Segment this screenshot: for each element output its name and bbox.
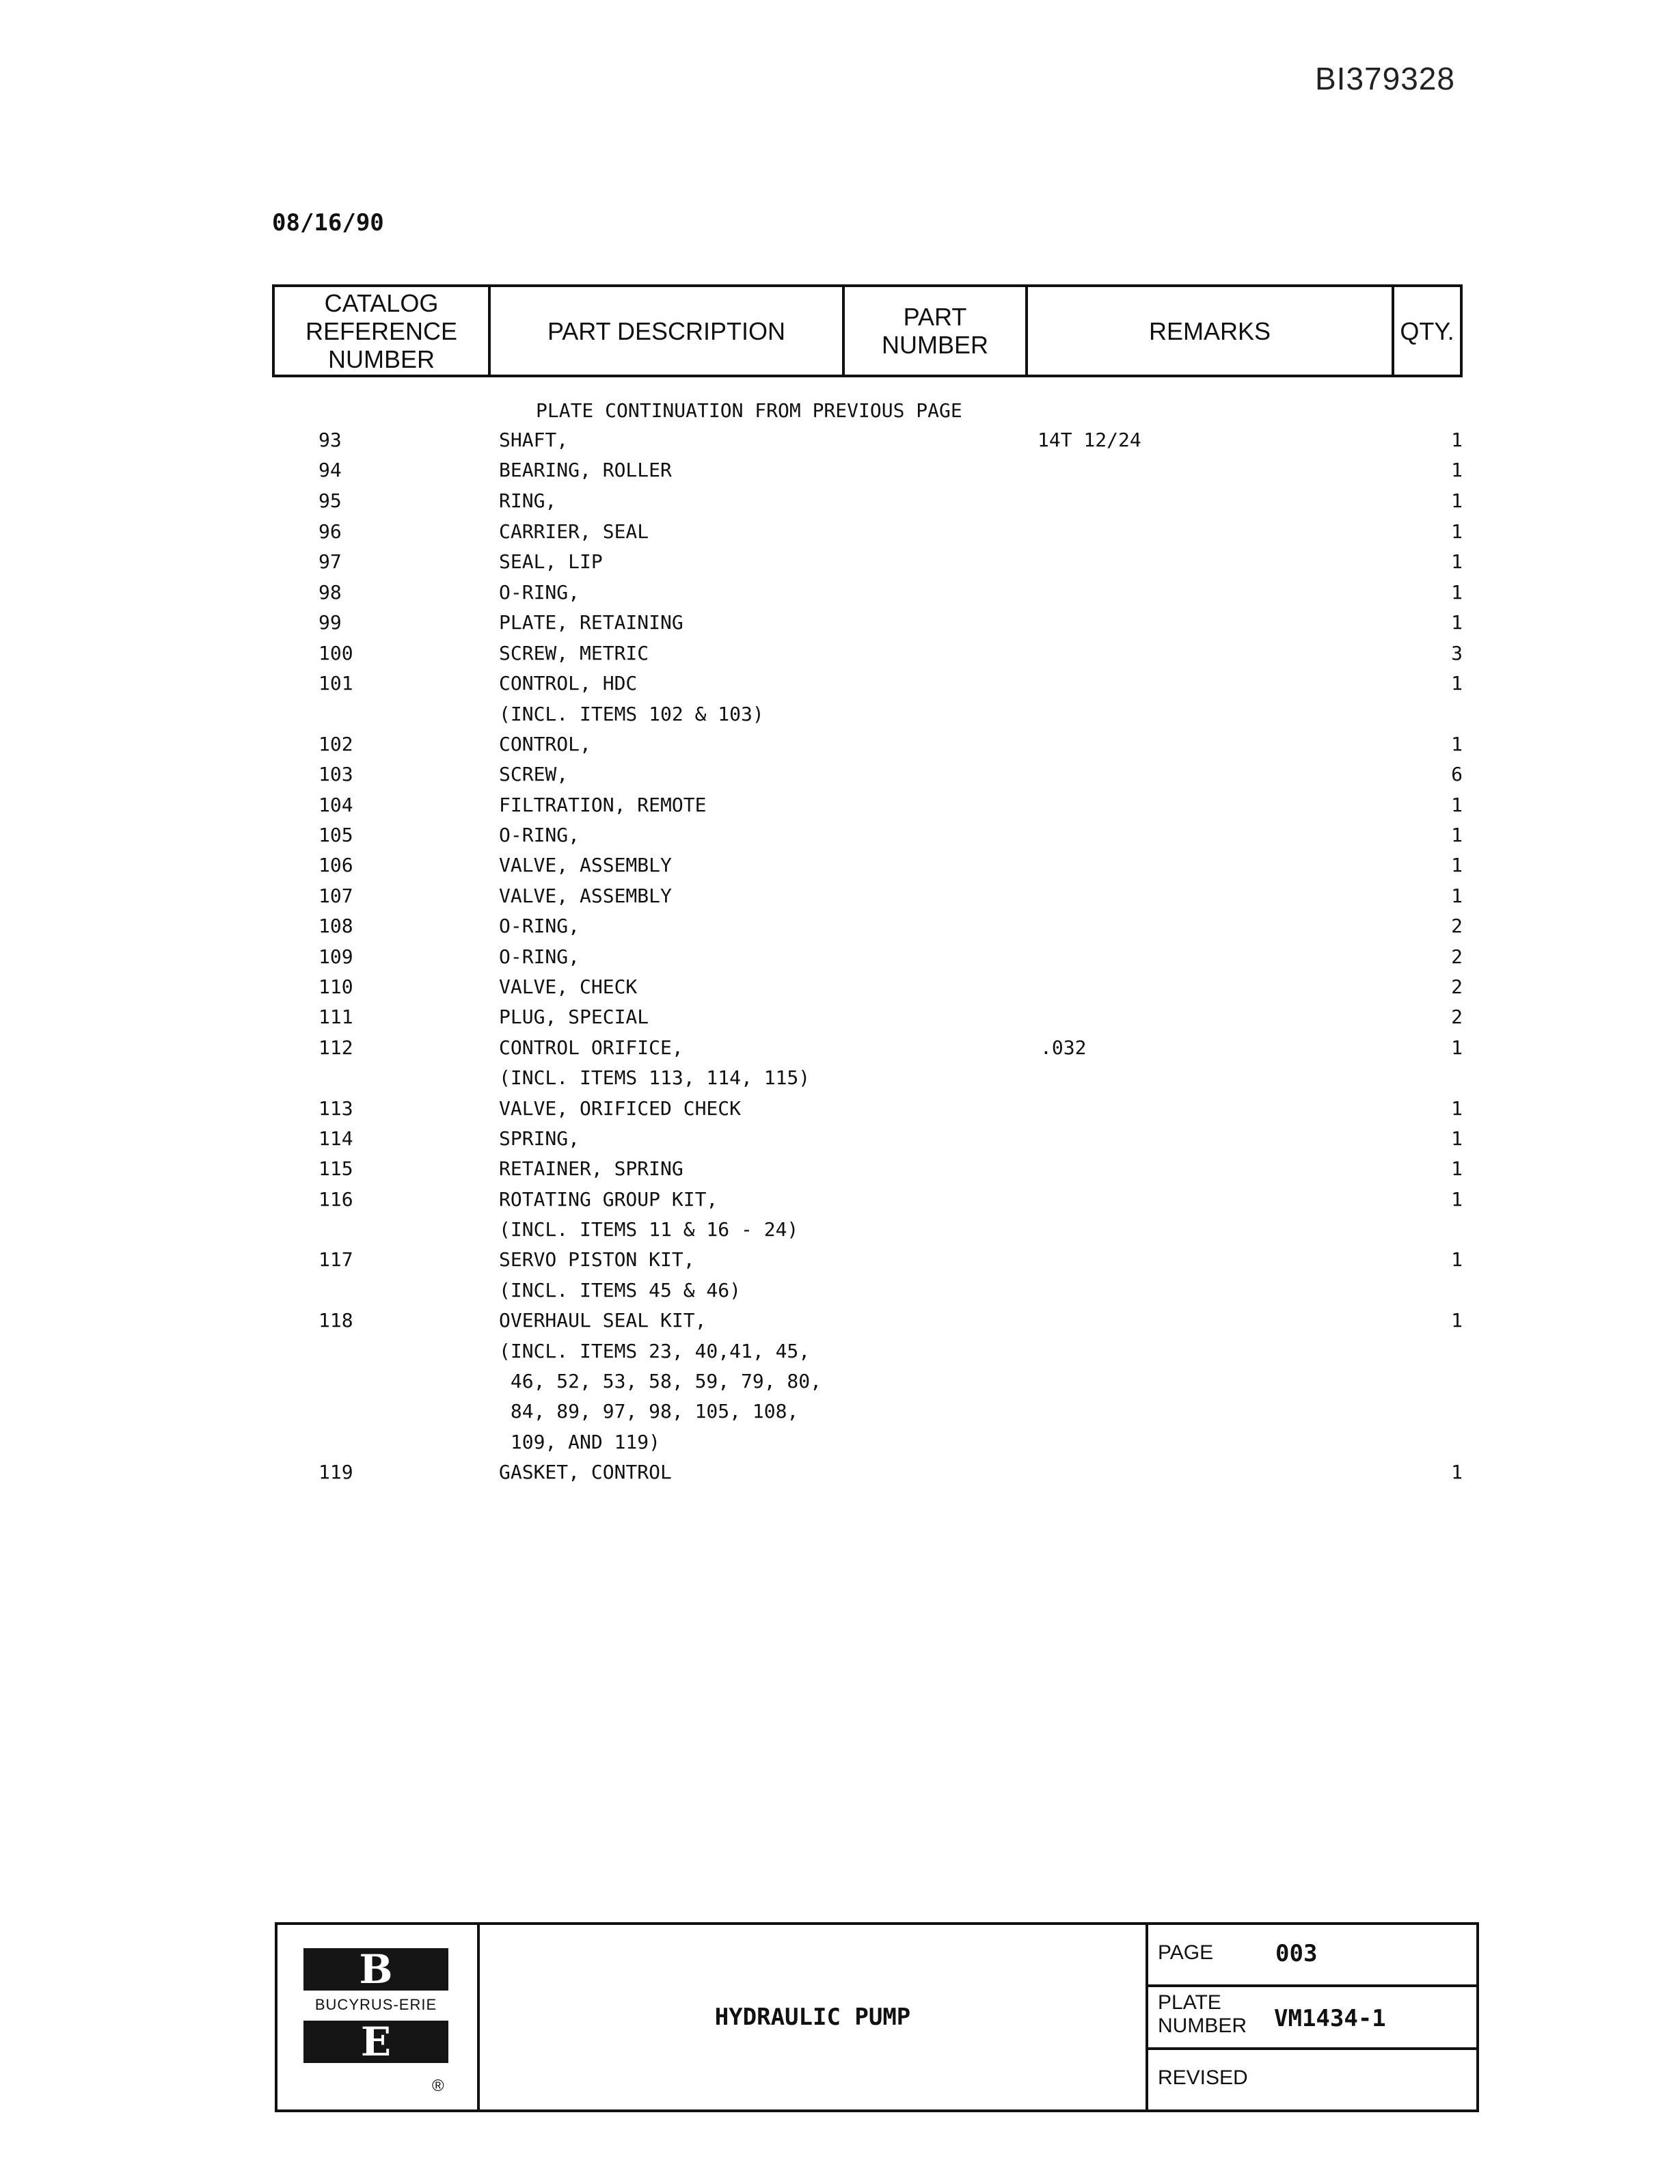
table-row <box>0 642 1680 672</box>
quantity: 2 <box>1451 915 1463 937</box>
table-row <box>0 581 1680 611</box>
quantity: 1 <box>1451 733 1463 755</box>
part-description: SPRING, <box>499 1127 580 1150</box>
table-row <box>0 459 1680 489</box>
header-part-description: PART DESCRIPTION <box>491 287 845 375</box>
quantity: 3 <box>1451 642 1463 664</box>
quantity: 1 <box>1451 1127 1463 1150</box>
quantity: 1 <box>1451 1461 1463 1483</box>
ref-number: 111 <box>319 1006 353 1028</box>
table-row <box>0 672 1680 702</box>
part-description: VALVE, ASSEMBLY <box>499 854 672 876</box>
logo-e-block: E <box>303 2021 448 2063</box>
quantity: 1 <box>1451 1097 1463 1120</box>
ref-number: 112 <box>319 1036 353 1059</box>
table-row <box>0 1309 1680 1339</box>
part-description: FILTRATION, REMOTE <box>499 794 707 816</box>
row-note: (INCL. ITEMS 45 & 46) <box>499 1279 742 1302</box>
ref-number: 109 <box>319 945 353 968</box>
part-description: SHAFT, <box>499 429 569 451</box>
table-row <box>0 975 1680 1006</box>
table-row <box>0 1188 1680 1218</box>
part-description: CONTROL, HDC <box>499 672 638 695</box>
ref-number: 94 <box>319 459 342 481</box>
plate-number-row <box>1148 1987 1476 2049</box>
ref-number: 113 <box>319 1097 353 1120</box>
part-description: O-RING, <box>499 824 580 846</box>
row-note: (INCL. ITEMS 23, 40,41, 45, <box>499 1340 811 1362</box>
part-description: GASKET, CONTROL <box>499 1461 672 1483</box>
continuation-note: PLATE CONTINUATION FROM PREVIOUS PAGE <box>536 399 962 422</box>
quantity: 1 <box>1451 794 1463 816</box>
table-row <box>0 915 1680 945</box>
ref-number: 102 <box>319 733 353 755</box>
part-description: O-RING, <box>499 581 580 604</box>
row-note: (INCL. ITEMS 11 & 16 - 24) <box>499 1218 799 1241</box>
part-description: ROTATING GROUP KIT, <box>499 1188 718 1211</box>
document-date: 08/16/90 <box>272 209 384 237</box>
plate-number-label: PLATE NUMBER <box>1158 1991 1247 2038</box>
part-description: SCREW, <box>499 763 569 785</box>
part-description: BEARING, ROLLER <box>499 459 672 481</box>
row-note: 84, 89, 97, 98, 105, 108, <box>499 1400 799 1423</box>
logo-b-block: B <box>303 1948 448 1991</box>
ref-number: 107 <box>319 885 353 907</box>
page-label: PAGE <box>1158 1941 1214 1964</box>
quantity: 1 <box>1451 489 1463 512</box>
registered-mark-icon: ® <box>432 2077 444 2095</box>
table-row <box>0 611 1680 641</box>
part-description: VALVE, ASSEMBLY <box>499 885 672 907</box>
header-qty: QTY. <box>1400 316 1454 345</box>
part-description: SERVO PISTON KIT, <box>499 1248 695 1271</box>
ref-number: 106 <box>319 854 353 876</box>
ref-number: 114 <box>319 1127 353 1150</box>
quantity: 1 <box>1451 672 1463 695</box>
company-logo <box>277 1925 480 2109</box>
part-description: SCREW, METRIC <box>499 642 649 664</box>
part-description: PLUG, SPECIAL <box>499 1006 649 1028</box>
ref-number: 99 <box>319 611 342 634</box>
ref-number: 115 <box>319 1157 353 1180</box>
remarks: .032 <box>1040 1036 1087 1059</box>
part-description: O-RING, <box>499 945 580 968</box>
quantity: 1 <box>1451 885 1463 907</box>
ref-number: 108 <box>319 915 353 937</box>
table-row <box>0 885 1680 915</box>
quantity: 1 <box>1451 429 1463 451</box>
quantity: 2 <box>1451 1006 1463 1028</box>
row-note: (INCL. ITEMS 102 & 103) <box>499 703 764 725</box>
quantity: 1 <box>1451 520 1463 543</box>
table-row <box>0 733 1680 763</box>
row-note: 46, 52, 53, 58, 59, 79, 80, <box>499 1370 822 1392</box>
part-description: PLATE, RETAINING <box>499 611 683 634</box>
ref-number: 95 <box>319 489 342 512</box>
title-cell <box>480 1925 1148 2109</box>
ref-number: 98 <box>319 581 342 604</box>
table-row <box>0 1097 1680 1127</box>
ref-number: 100 <box>319 642 353 664</box>
remarks: 14T 12/24 <box>1038 429 1141 451</box>
quantity: 6 <box>1451 763 1463 785</box>
ref-number: 93 <box>319 429 342 451</box>
part-description: CONTROL ORIFICE, <box>499 1036 683 1059</box>
table-row <box>0 1006 1680 1036</box>
header-catalog-reference-number: CATALOG REFERENCE NUMBER <box>275 287 491 375</box>
ref-number: 97 <box>319 550 342 573</box>
page-value: 003 <box>1275 1940 1318 1967</box>
ref-number: 116 <box>319 1188 353 1211</box>
part-description: RETAINER, SPRING <box>499 1157 683 1180</box>
quantity: 2 <box>1451 975 1463 998</box>
info-cell <box>1148 1925 1476 2109</box>
quantity: 1 <box>1451 550 1463 573</box>
quantity: 1 <box>1451 581 1463 604</box>
ref-number: 118 <box>319 1309 353 1332</box>
table-row <box>0 489 1680 520</box>
quantity: 1 <box>1451 459 1463 481</box>
quantity: 1 <box>1451 824 1463 846</box>
part-description: SEAL, LIP <box>499 550 603 573</box>
quantity: 1 <box>1451 1157 1463 1180</box>
table-row <box>0 1248 1680 1278</box>
document-id: BI379328 <box>1315 61 1455 96</box>
table-row <box>0 824 1680 854</box>
table-row <box>0 1461 1680 1491</box>
part-description: CONTROL, <box>499 733 591 755</box>
ref-number: 110 <box>319 975 353 998</box>
table-row <box>0 429 1680 459</box>
part-description: CARRIER, SEAL <box>499 520 649 543</box>
part-description: OVERHAUL SEAL KIT, <box>499 1309 707 1332</box>
table-row <box>0 763 1680 793</box>
quantity: 1 <box>1451 1309 1463 1332</box>
ref-number: 117 <box>319 1248 353 1271</box>
quantity: 1 <box>1451 1188 1463 1211</box>
part-description: VALVE, ORIFICED CHECK <box>499 1097 742 1120</box>
quantity: 2 <box>1451 945 1463 968</box>
revised-label: REVISED <box>1158 2066 1248 2089</box>
part-description: VALVE, CHECK <box>499 975 638 998</box>
quantity: 1 <box>1451 611 1463 634</box>
ref-number: 104 <box>319 794 353 816</box>
table-row <box>0 520 1680 550</box>
table-row <box>0 854 1680 884</box>
row-note: (INCL. ITEMS 113, 114, 115) <box>499 1066 811 1089</box>
table-row <box>0 1157 1680 1187</box>
table-row <box>0 1036 1680 1066</box>
page-row <box>1148 1925 1476 1987</box>
revised-row <box>1148 2050 1476 2109</box>
table-row <box>0 1127 1680 1157</box>
title-block <box>275 1922 1479 2112</box>
table-row <box>0 945 1680 975</box>
ref-number: 96 <box>319 520 342 543</box>
document-title: HYDRAULIC PUMP <box>714 2004 911 2031</box>
ref-number: 101 <box>319 672 353 695</box>
table-row <box>0 550 1680 580</box>
ref-number: 103 <box>319 763 353 785</box>
header-remarks: REMARKS <box>1028 287 1394 375</box>
header-part-number: PART NUMBER <box>845 287 1028 375</box>
quantity: 1 <box>1451 1248 1463 1271</box>
ref-number: 119 <box>319 1461 353 1483</box>
plate-number-value: VM1434-1 <box>1274 2005 1386 2033</box>
ref-number: 105 <box>319 824 353 846</box>
quantity: 1 <box>1451 1036 1463 1059</box>
part-description: O-RING, <box>499 915 580 937</box>
row-note: 109, AND 119) <box>499 1431 661 1453</box>
part-description: RING, <box>499 489 557 512</box>
table-row <box>0 794 1680 824</box>
quantity: 1 <box>1451 854 1463 876</box>
logo-company-name: BUCYRUS-ERIE <box>314 1996 437 2013</box>
